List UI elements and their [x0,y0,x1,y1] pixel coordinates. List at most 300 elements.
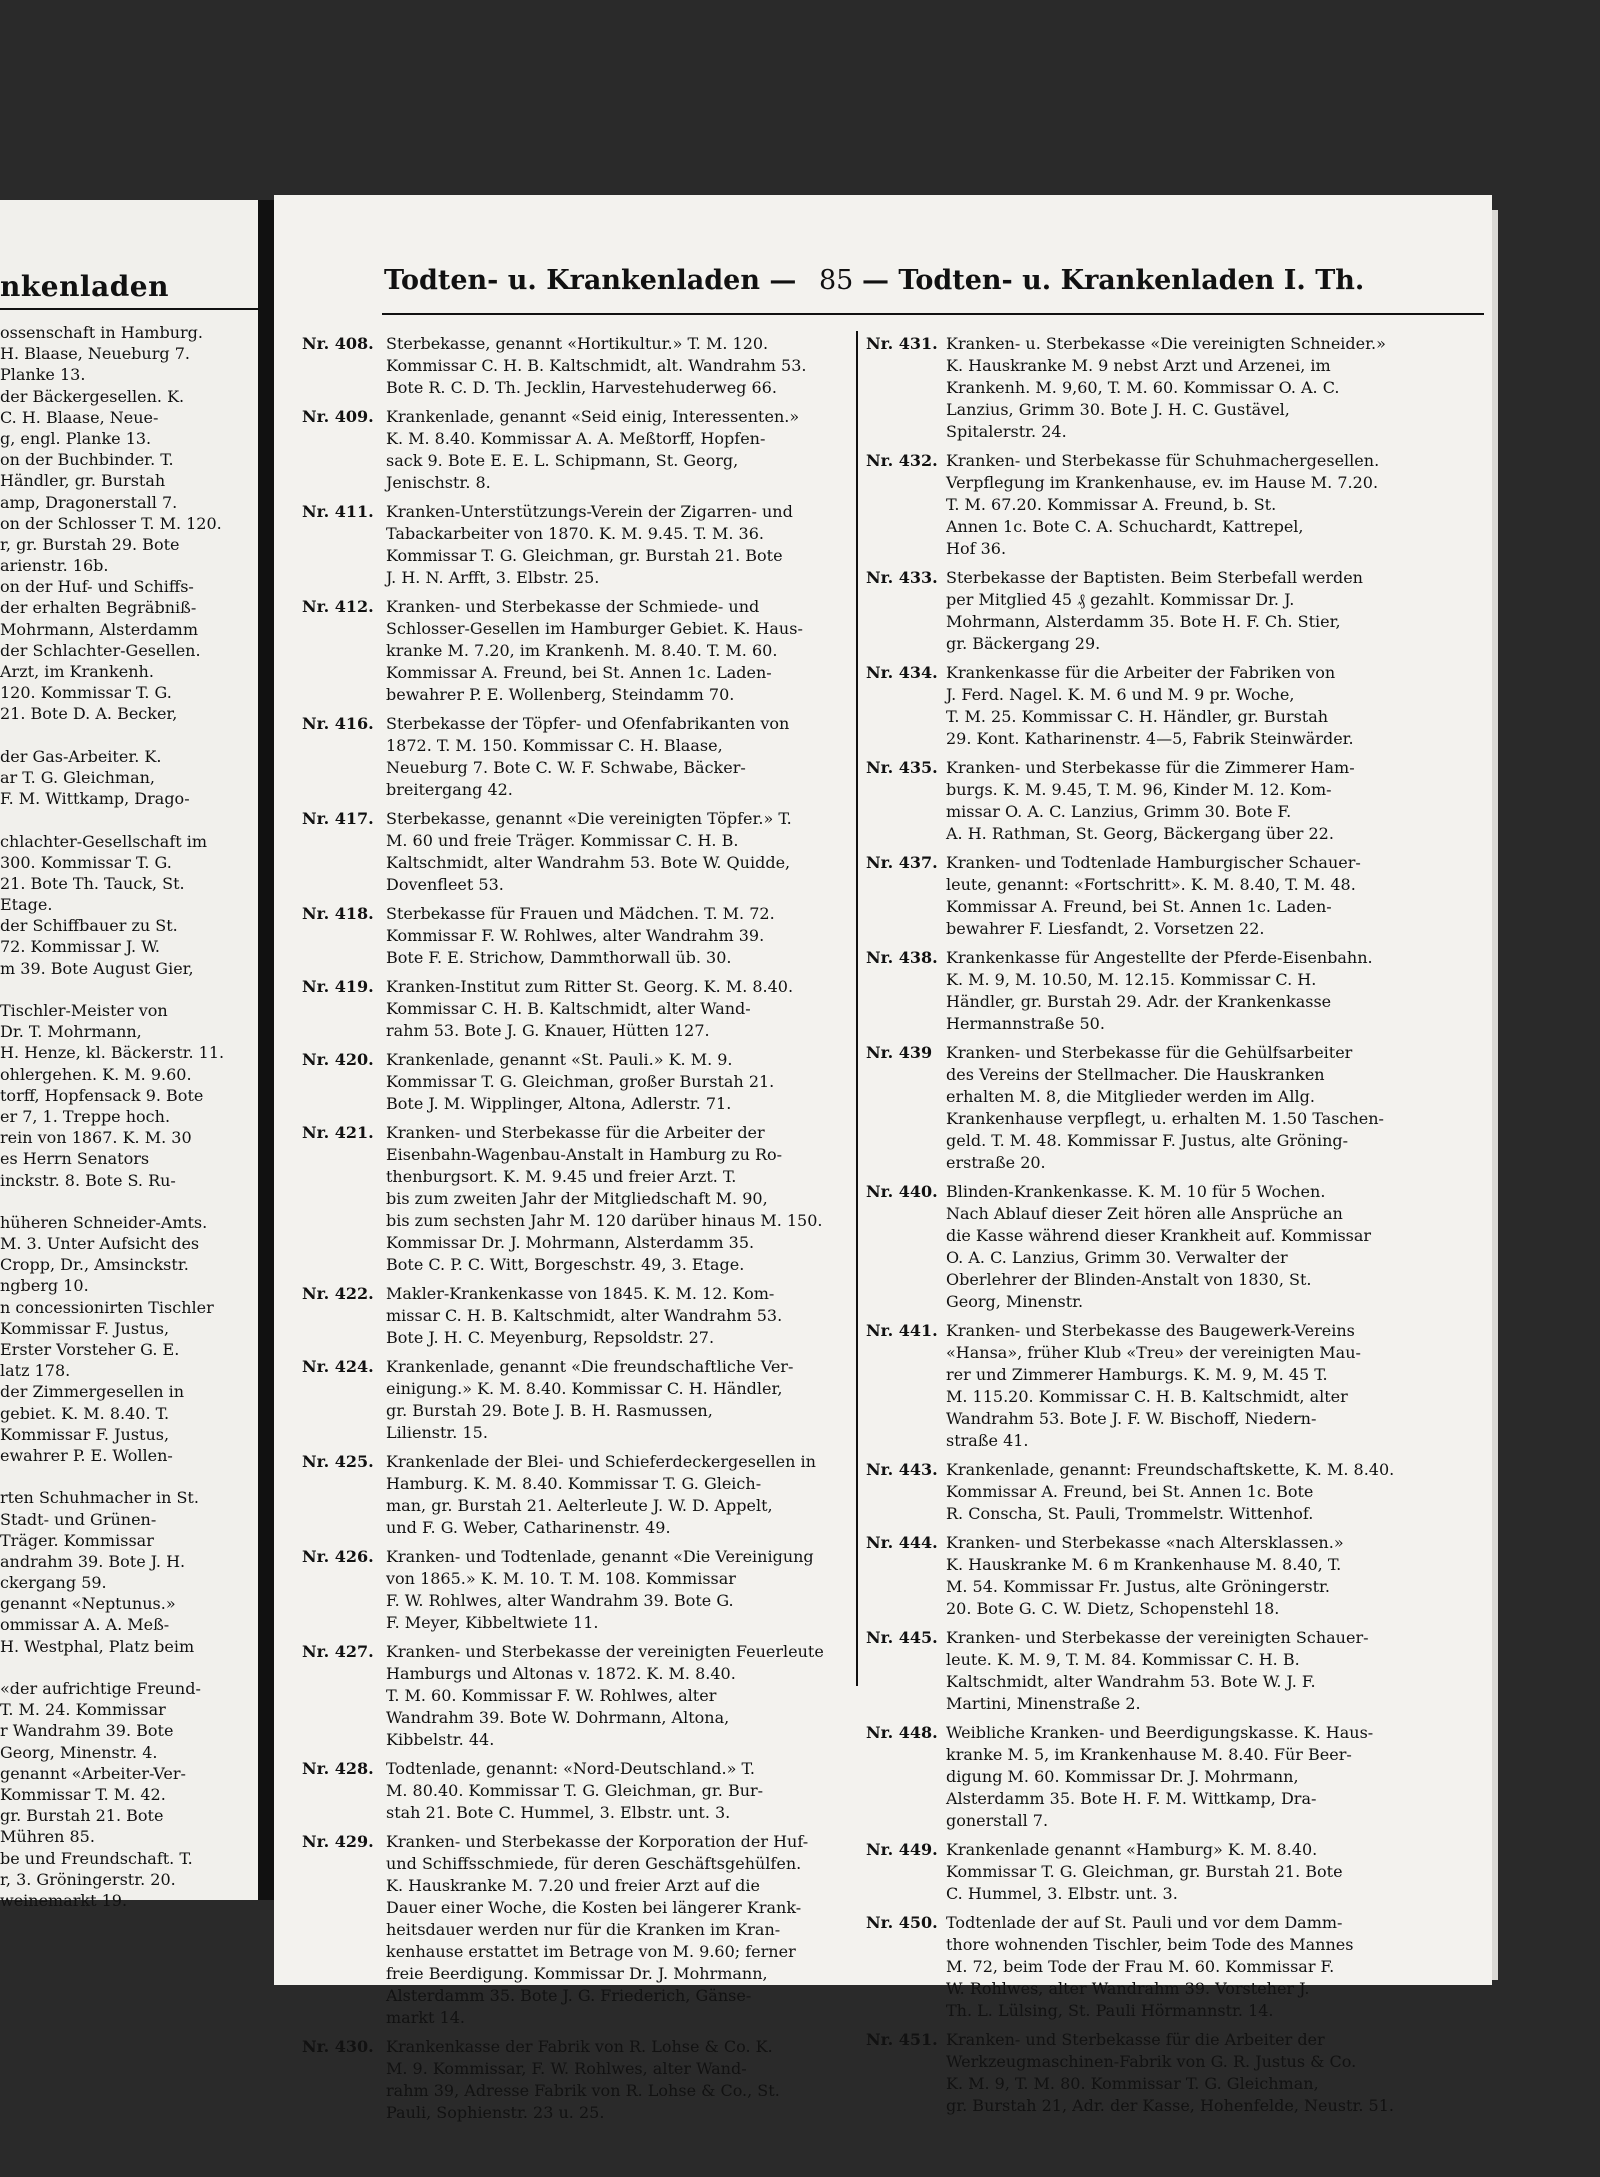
left-page-line: er 7, 1. Treppe hoch. [0,1106,171,1126]
entry-line: Th. L. Lülsing, St. Pauli Hörmannstr. 14. [946,2001,1274,2020]
entry-line: Kranken- und Sterbekasse für die Arbeiter der [386,1123,765,1142]
entry-line: Lilienstr. 15. [386,1423,488,1442]
entry-text [386,1283,852,1349]
entry-line: J. H. N. Arfft, 3. Elbstr. 25. [386,568,600,587]
entry-line: Kommissar T. G. Gleichman, großer Burstah 21. [386,1072,775,1091]
entry-line: Kranken-Institut zum Ritter St. Georg. K. M. 8.40. [386,977,794,996]
register-entry [866,1459,1486,1525]
entry-line: straße 41. [946,1431,1029,1450]
entry-text [386,976,852,1042]
left-page-line: Etage. [0,895,53,915]
entry-line: Kranken- und Sterbekasse für die Arbeiter der [946,2030,1325,2049]
left-page-line: «der aufrichtige Freund- [0,1679,201,1698]
entry-text [946,1042,1486,1174]
left-page-line: Tischler-Meister von [0,1001,168,1020]
entry-line: kenhause erstattet im Betrage von M. 9.60; ferner [386,1942,796,1961]
entry-line: Oberlehrer der Blinden-Anstalt von 1830, St. [946,1270,1312,1289]
left-page-line [0,725,256,746]
left-page-line: weinemarkt 19. [0,1890,128,1910]
entry-line: Kommissar C. H. B. Kaltschmidt, alter Wand- [386,999,751,1018]
entry-number: Nr. 435. [866,758,938,777]
entry-number: Nr. 420. [302,1050,374,1069]
entry-line: Dauer einer Woche, die Kosten bei längerer Krank- [386,1898,802,1917]
register-entry [866,1042,1486,1174]
entry-number: Nr. 416. [302,714,374,733]
header-right-title: — Todten- u. Krankenladen I. Th. [862,265,1365,296]
entry-line: F. Meyer, Kibbeltwiete 11. [386,1613,599,1632]
register-entry [866,1627,1486,1715]
entry-line: Sterbekasse der Töpfer- und Ofenfabrikanten von [386,714,790,733]
entry-line: Krankenlade, genannt: Freundschaftskette, K. M. 8.40. [946,1460,1395,1479]
entry-line: Neueburg 7. Bote C. W. F. Schwabe, Bäcker- [386,758,746,777]
entry-line: Kibbelstr. 44. [386,1730,495,1749]
entry-line: gr. Burstah 29. Bote J. B. H. Rasmussen, [386,1401,713,1420]
entry-line: gonerstall 7. [946,1811,1049,1830]
entry-line: per Mitglied 45 ₰ gezahlt. Kommissar Dr. J. [946,590,1295,609]
entry-text [386,2036,852,2124]
entry-line: Spitalerstr. 24. [946,422,1067,441]
entry-line: K. M. 9, T. M. 80. Kommissar T. G. Gleichman, [946,2074,1319,2093]
register-entry [302,2036,852,2124]
entry-line: Todtenlade der auf St. Pauli und vor dem Damm- [946,1913,1343,1932]
left-page-line: der Bäckergesellen. K. [0,386,185,406]
left-page-line: Erster Vorsteher G. E. [0,1340,180,1359]
entry-line: Kommissar A. Freund, bei St. Annen 1c. Bote [946,1482,1314,1501]
entry-line: von 1865.» K. M. 10. T. M. 108. Kommissar [386,1569,736,1588]
entry-line: kranke M. 7.20, im Krankenh. M. 8.40. T. M. 60. [386,641,778,660]
entry-line: freie Beerdigung. Kommissar Dr. J. Mohrmann, [386,1964,768,1983]
left-page-line: rten Schuhmacher in St. [0,1488,199,1508]
left-page-line: on der Huf- und Schiffs- [0,577,194,597]
left-page-line: hüheren Schneider-Amts. [0,1212,208,1232]
entry-text [946,1627,1486,1715]
left-page-line: 21. Bote D. A. Becker, [0,704,178,724]
entry-line: einigung.» K. M. 8.40. Kommissar C. H. Händler, [386,1379,783,1398]
header-rule [382,313,1484,315]
entry-text [386,1122,852,1276]
entry-line: Kranken- und Sterbekasse der Korporation der Huf- [386,1832,809,1851]
entry-line: J. Ferd. Nagel. K. M. 6 und M. 9 pr. Woche, [946,685,1295,704]
left-column [302,333,852,2131]
entry-line: Weibliche Kranken- und Beerdigungskasse. K. Haus- [946,1723,1374,1742]
left-page-line: ngberg 10. [0,1276,89,1296]
running-header [384,265,1484,305]
entry-text [946,852,1486,940]
entry-line: W. Rohlwes, alter Wandrahm 39. Vorsteher J. [946,1979,1310,1998]
entry-line: F. W. Rohlwes, alter Wandrahm 39. Bote G. [386,1591,734,1610]
entry-line: T. M. 25. Kommissar C. H. Händler, gr. Burstah [946,707,1329,726]
column-rule [856,331,858,1686]
left-page-line: Georg, Minenstr. 4. [0,1742,158,1762]
entry-number: Nr. 419. [302,977,374,996]
entry-line: Bote F. E. Strichow, Dammthorwall üb. 30. [386,948,732,967]
left-page-line: Kommissar F. Justus, [0,1424,170,1444]
left-page-line: der Gas-Arbeiter. K. [0,746,162,766]
entry-line: des Vereins der Stellmacher. Die Hauskranken [946,1065,1325,1084]
entry-line: die Kasse während dieser Krankheit auf. Kommissar [946,1226,1372,1245]
entry-line: A. H. Rathman, St. Georg, Bäckergang über 22. [946,824,1334,843]
register-entry [302,808,852,896]
entry-line: Blinden-Krankenkasse. K. M. 10 für 5 Wochen. [946,1182,1326,1201]
entry-line: rahm 39, Adresse Fabrik von R. Lohse & Co., St. [386,2081,780,2100]
entry-number: Nr. 422. [302,1284,374,1303]
entry-line: Georg, Minenstr. [946,1292,1084,1311]
left-page-header: nkenladen [0,270,169,303]
entry-number: Nr. 429. [302,1832,374,1851]
entry-line: Sterbekasse der Baptisten. Beim Sterbefall werden [946,568,1363,587]
entry-line: Krankenhause verpflegt, u. erhalten M. 1.50 Taschen- [946,1109,1384,1128]
entry-text [386,1451,852,1539]
entry-line: M. 115.20. Kommissar C. H. B. Kaltschmidt, alter [946,1387,1348,1406]
entry-line: Todtenlade, genannt: «Nord-Deutschland.» T. [386,1759,755,1778]
entry-line: Krankenkasse für Angestellte der Pferde-Eisenbahn. [946,948,1373,967]
left-page-line: g, engl. Planke 13. [0,428,152,448]
entry-text [946,757,1486,845]
entry-line: Bote J. H. C. Meyenburg, Repsoldstr. 27. [386,1328,715,1347]
entry-text [386,1049,852,1115]
entry-line: burgs. K. M. 9.45, T. M. 96, Kinder M. 12. Kom- [946,780,1332,799]
register-entry [302,1758,852,1824]
entry-line: K. M. 9, M. 10.50, M. 12.15. Kommissar C. H. [946,970,1317,989]
entry-line: 20. Bote G. C. W. Dietz, Schopenstehl 18. [946,1599,1280,1618]
left-page-line: r Wandrahm 39. Bote [0,1721,174,1741]
entry-line: Kommissar T. G. Gleichman, gr. Burstah 21. Bote [386,546,783,565]
entry-number: Nr. 409. [302,407,374,426]
entry-line: K. Hauskranke M. 7.20 und freier Arzt auf die [386,1876,760,1895]
entry-line: Krankenlade, genannt «Seid einig, Interessenten.» [386,407,800,426]
entry-number: Nr. 411. [302,502,374,521]
left-page-line: n concessionirten Tischler [0,1297,214,1317]
entry-line: Makler-Krankenkasse von 1845. K. M. 12. Kom- [386,1284,775,1303]
register-entry [866,333,1486,443]
register-entry [302,1356,852,1444]
entry-line: Krankenlade, genannt «Die freundschaftliche Ver- [386,1357,794,1376]
entry-line: Kaltschmidt, alter Wandrahm 53. Bote W. Quidde, [386,853,791,872]
register-entry [866,1912,1486,2022]
register-entry [866,947,1486,1035]
left-page-line: ommissar A. A. Meß- [0,1615,170,1635]
entry-line: Alsterdamm 35. Bote H. F. M. Wittkamp, Dra- [946,1789,1317,1808]
entry-text [946,947,1486,1035]
entry-line: sack 9. Bote E. E. L. Schipmann, St. Georg, [386,451,739,470]
register-entry [302,1641,852,1751]
entry-line: Kommissar T. G. Gleichman, gr. Burstah 21. Bote [946,1862,1343,1881]
entry-line: bewahrer P. E. Wollenberg, Steindamm 70. [386,685,735,704]
left-page-line: Kommissar F. Justus, [0,1318,170,1338]
entry-line: Kranken- und Sterbekasse für die Zimmerer Ham- [946,758,1355,777]
entry-text [386,406,852,494]
entry-number: Nr. 426. [302,1547,374,1566]
register-entry [302,333,852,399]
register-entry [302,713,852,801]
left-page-line: torff, Hopfensack 9. Bote [0,1085,204,1105]
left-page-line: on der Schlosser T. M. 120. [0,513,222,533]
page-number: 85 [819,265,854,296]
register-entry [866,662,1486,750]
register-entry [302,596,852,706]
entry-line: thore wohnenden Tischler, beim Tode des Mannes [946,1935,1354,1954]
entry-line: Nach Ablauf dieser Zeit hören alle Ansprüche an [946,1204,1343,1223]
entry-text [386,1546,852,1634]
entry-line: O. A. C. Lanzius, Grimm 30. Verwalter der [946,1248,1288,1267]
left-page-line: der Schiffbauer zu St. [0,916,178,936]
left-page-line: M. 3. Unter Aufsicht des [0,1234,200,1254]
entry-line: Kranken- und Sterbekasse der vereinigten Schauer- [946,1628,1369,1647]
entry-line: Hamburg. K. M. 8.40. Kommissar T. G. Gleich- [386,1474,762,1493]
left-page-line: H. Blaase, Neueburg 7. [0,344,190,364]
entry-number: Nr. 424. [302,1357,374,1376]
entry-text [386,596,852,706]
entry-line: stah 21. Bote C. Hummel, 3. Elbstr. unt. 3. [386,1803,731,1822]
entry-line: markt 14. [386,2008,466,2027]
left-page-line: m 39. Bote August Gier, [0,958,194,978]
entry-line: Annen 1c. Bote C. A. Schuchardt, Kattrepel, [946,517,1304,536]
entry-line: Kranken- und Todtenlade Hamburgischer Schauer- [946,853,1361,872]
entry-line: K. M. 8.40. Kommissar A. A. Meßtorff, Hopfen- [386,429,766,448]
entry-line: Wandrahm 53. Bote J. F. W. Bischoff, Niedern- [946,1409,1317,1428]
entry-line: Krankenlade, genannt «St. Pauli.» K. M. 9. [386,1050,733,1069]
entry-text [386,808,852,896]
left-page-line: der Zimmergesellen in [0,1382,185,1402]
left-page-line: Mühren 85. [0,1827,95,1847]
left-page-line: 300. Kommissar T. G. [0,852,172,872]
entry-number: Nr. 437. [866,853,938,872]
left-page-line: on der Buchbinder. T. [0,450,174,470]
entry-number: Nr. 444. [866,1533,938,1552]
entry-line: M. 54. Kommissar Fr. Justus, alte Gröningerstr. [946,1577,1331,1596]
entry-number: Nr. 445. [866,1628,938,1647]
entry-text [386,333,852,399]
entry-line: gr. Bäckergang 29. [946,634,1101,653]
entry-line: Kaltschmidt, alter Wandrahm 53. Bote W. J. F. [946,1672,1316,1691]
left-page-line: genannt «Arbeiter-Ver- [0,1763,186,1783]
entry-line: leute, genannt: «Fortschritt». K. M. 8.40, T. M. 48. [946,875,1356,894]
register-entry [302,976,852,1042]
entry-line: Kommissar Dr. J. Mohrmann, Alsterdamm 35. [386,1233,755,1252]
entry-line: Sterbekasse, genannt «Hortikultur.» T. M. 120. [386,334,769,353]
entry-text [946,450,1486,560]
entry-line: man, gr. Burstah 21. Aelterleute J. W. D. Appelt, [386,1496,773,1515]
entry-line: Kranken- und Sterbekasse der vereinigten Feuerleute [386,1642,824,1661]
left-page-line: be und Freundschaft. T. [0,1848,193,1868]
left-page-line: 21. Bote Th. Tauck, St. [0,873,185,893]
entry-line: Kranken-Unterstützungs-Verein der Zigarren- und [386,502,793,521]
register-entry [302,1283,852,1349]
entry-line: Lanzius, Grimm 30. Bote J. H. C. Gustävel, [946,400,1290,419]
entry-line: 1872. T. M. 150. Kommissar C. H. Blaase, [386,736,723,755]
entry-line: Hermannstraße 50. [946,1014,1105,1033]
entry-line: heitsdauer werden nur für die Kranken im Kran- [386,1920,781,1939]
entry-line: Mohrmann, Alsterdamm 35. Bote H. F. Ch. Stier, [946,612,1341,631]
entry-line: M. 80.40. Kommissar T. G. Gleichman, gr. Bur- [386,1781,764,1800]
left-page-line: r, 3. Gröningerstr. 20. [0,1869,176,1889]
left-page-line: ewahrer P. E. Wollen- [0,1445,173,1465]
entry-line: Kranken- und Sterbekasse der Schmiede- und [386,597,760,616]
entry-text [386,1641,852,1751]
entry-line: Martini, Minenstraße 2. [946,1694,1141,1713]
entry-text [386,1758,852,1824]
right-page [274,195,1492,2122]
entry-number: Nr. 433. [866,568,938,587]
left-page-line: chlachter-Gesellschaft im [0,831,208,851]
entry-line: Verpflegung im Krankenhause, ev. im Hause M. 7.20. [946,473,1379,492]
entry-number: Nr. 438. [866,948,938,967]
entry-number: Nr. 434. [866,663,938,682]
entry-line: und Schiffsschmiede, für deren Geschäftsgehülfen. [386,1854,802,1873]
entry-number: Nr. 412. [302,597,374,616]
entry-line: Bote C. P. C. Witt, Borgeschstr. 49, 3. Etage. [386,1255,745,1274]
entry-text [946,1912,1486,2022]
entry-line: Krankenkasse der Fabrik von R. Lohse & Co. K. [386,2037,773,2056]
register-entry [866,1320,1486,1452]
entry-number: Nr. 443. [866,1460,938,1479]
entry-line: «Hansa», früher Klub «Treu» der vereinigten Mau- [946,1343,1361,1362]
entry-line: Kommissar A. Freund, bei St. Annen 1c. Laden- [386,663,772,682]
entry-line: Pauli, Sophienstr. 23 u. 25. [386,2103,605,2122]
entry-line: Krankenlade der Blei- und Schieferdeckergesellen in [386,1452,816,1471]
entry-line: Bote J. M. Wipplinger, Altona, Adlerstr. 71. [386,1094,732,1113]
entry-line: Kranken- und Todtenlade, genannt «Die Vereinigung [386,1547,814,1566]
register-entry [866,852,1486,940]
entry-line: Krankenkasse für die Arbeiter der Fabriken von [946,663,1336,682]
left-page-line: der Schlachter-Gesellen. [0,640,201,660]
entry-line: Kranken- und Sterbekasse für Schuhmachergesellen. [946,451,1380,470]
left-page-line: Planke 13. [0,365,86,385]
entry-text [386,501,852,589]
entry-line: bis zum zweiten Jahr der Mitgliedschaft M. 90, [386,1189,768,1208]
entry-text [386,713,852,801]
left-page-line: Mohrmann, Alsterdamm [0,619,199,639]
left-page-text [0,322,256,1911]
entry-line: Alsterdamm 35. Bote J. G. Friederich, Gänse- [386,1986,752,2005]
left-page-line: Träger. Kommissar [0,1530,154,1550]
entry-line: M. 9. Kommissar, F. W. Rohlwes, alter Wand- [386,2059,747,2078]
entry-number: Nr. 417. [302,809,374,828]
entry-number: Nr. 432. [866,451,938,470]
entry-number: Nr. 427. [302,1642,374,1661]
entry-text [386,1356,852,1444]
left-page-line: latz 178. [0,1361,71,1381]
header-left-title: Todten- u. Krankenladen — [384,265,797,296]
entry-text [946,567,1486,655]
left-page-header-rule [0,308,258,310]
book-gutter [258,200,274,1900]
entry-line: Kommissar F. W. Rohlwes, alter Wandrahm 39. [386,926,765,945]
register-entry [302,1122,852,1276]
entry-line: erstraße 20. [946,1153,1046,1172]
left-page-line: H. Henze, kl. Bäckerstr. 11. [0,1043,225,1063]
left-page-line: amp, Dragonerstall 7. [0,492,178,512]
left-page-line: inckstr. 8. Bote S. Ru- [0,1170,176,1190]
register-entry [866,567,1486,655]
entry-line: M. 72, beim Tode der Frau M. 60. Kommissar F. [946,1957,1335,1976]
entry-line: Kranken- u. Sterbekasse «Die vereinigten Schneider.» [946,334,1386,353]
left-page-line: T. M. 24. Kommissar [0,1700,166,1720]
entry-text [946,333,1486,443]
entry-number: Nr. 440. [866,1182,938,1201]
entry-text [386,903,852,969]
register-entry [302,1546,852,1634]
entry-number: Nr. 439 [866,1043,933,1062]
entry-number: Nr. 408. [302,334,374,353]
entry-line: M. 60 und freie Träger. Kommissar C. H. B. [386,831,739,850]
entry-line: Jenischstr. 8. [386,473,491,492]
register-entry [302,406,852,494]
entry-number: Nr. 428. [302,1759,374,1778]
left-page-line: gebiet. K. M. 8.40. T. [0,1403,170,1423]
entry-line: rer und Zimmerer Hamburgs. K. M. 9, M. 45 T. [946,1365,1328,1384]
entry-line: missar O. A. C. Lanzius, Grimm 30. Bote F. [946,802,1292,821]
left-page-line: Stadt- und Grünen- [0,1509,157,1529]
register-entry [302,1451,852,1539]
entry-line: Tabackarbeiter von 1870. K. M. 9.45. T. M. 36. [386,524,764,543]
entry-line: Krankenh. M. 9,60, T. M. 60. Kommissar O. A. C. [946,378,1340,397]
entry-line: K. Hauskranke M. 6 m Krankenhause M. 8.40, T. [946,1555,1342,1574]
left-page-line: 120. Kommissar T. G. [0,683,172,703]
entry-text [946,1181,1486,1313]
entry-number: Nr. 451. [866,2030,938,2049]
entry-text [386,1831,852,2029]
entry-line: digung M. 60. Kommissar Dr. J. Mohrmann, [946,1767,1299,1786]
left-page-line: Arzt, im Krankenh. [0,662,154,681]
register-entry [302,1831,852,2029]
entry-line: bewahrer F. Liesfandt, 2. Vorsetzen 22. [946,919,1265,938]
left-page-line: arienstr. 16b. [0,556,109,576]
left-page-line: Händler, gr. Burstah [0,471,166,491]
left-page-line: 72. Kommissar J. W. [0,937,160,957]
entry-line: Wandrahm 39. Bote W. Dohrmann, Altona, [386,1708,730,1727]
entry-text [946,1459,1486,1525]
left-page-line: andrahm 39. Bote J. H. [0,1551,186,1571]
register-entry [866,757,1486,845]
entry-line: T. M. 67.20. Kommissar A. Freund, b. St. [946,495,1277,514]
left-page-line: F. M. Wittkamp, Drago- [0,789,190,809]
entry-number: Nr. 448. [866,1723,938,1742]
entry-line: rahm 53. Bote J. G. Knauer, Hütten 127. [386,1021,710,1040]
entry-line: thenburgsort. K. M. 9.45 und freier Arzt. T. [386,1167,737,1186]
entry-line: gr. Burstah 21, Adr. der Kasse, Hohenfelde, Neustr. 51. [946,2096,1394,2115]
entry-line: Schlosser-Gesellen im Hamburger Gebiet. K. Haus- [386,619,803,638]
left-page-line: ohlergehen. K. M. 9.60. [0,1064,192,1084]
register-entry [866,1839,1486,1905]
entry-line: erhalten M. 8, die Mitglieder werden im Allg. [946,1087,1315,1106]
entry-text [946,1532,1486,1620]
entry-text [946,1320,1486,1452]
left-page-line [0,979,256,1000]
entry-line: Sterbekasse für Frauen und Mädchen. T. M. 72. [386,904,775,923]
entry-line: Eisenbahn-Wagenbau-Anstalt in Hamburg zu Ro- [386,1145,783,1164]
left-page-line [0,1191,256,1212]
right-column [866,333,1486,2124]
entry-line: R. Conscha, St. Pauli, Trommelstr. Wittenhof. [946,1504,1314,1523]
left-page-line [0,809,256,830]
entry-text [946,662,1486,750]
entry-line: leute. K. M. 9, T. M. 84. Kommissar C. H. B. [946,1650,1300,1669]
entry-line: Kranken- und Sterbekasse «nach Altersklassen.» [946,1533,1344,1552]
left-page-line: C. H. Blaase, Neue- [0,407,159,427]
left-page-line: genannt «Neptunus.» [0,1594,176,1614]
entry-number: Nr. 449. [866,1840,938,1859]
entry-line: Hamburgs und Altonas v. 1872. K. M. 8.40. [386,1664,736,1683]
entry-number: Nr. 421. [302,1123,374,1142]
entry-line: Dovenfleet 53. [386,875,504,894]
left-page-line [0,1466,256,1487]
left-page-line: ossenschaft in Hamburg. [0,323,203,342]
entry-line: Kommissar C. H. B. Kaltschmidt, alt. Wandrahm 53. [386,356,807,375]
register-entry [302,903,852,969]
entry-line: K. Hauskranke M. 9 nebst Arzt und Arzenei, im [946,356,1331,375]
entry-line: kranke M. 5, im Krankenhause M. 8.40. Für Beer- [946,1745,1352,1764]
